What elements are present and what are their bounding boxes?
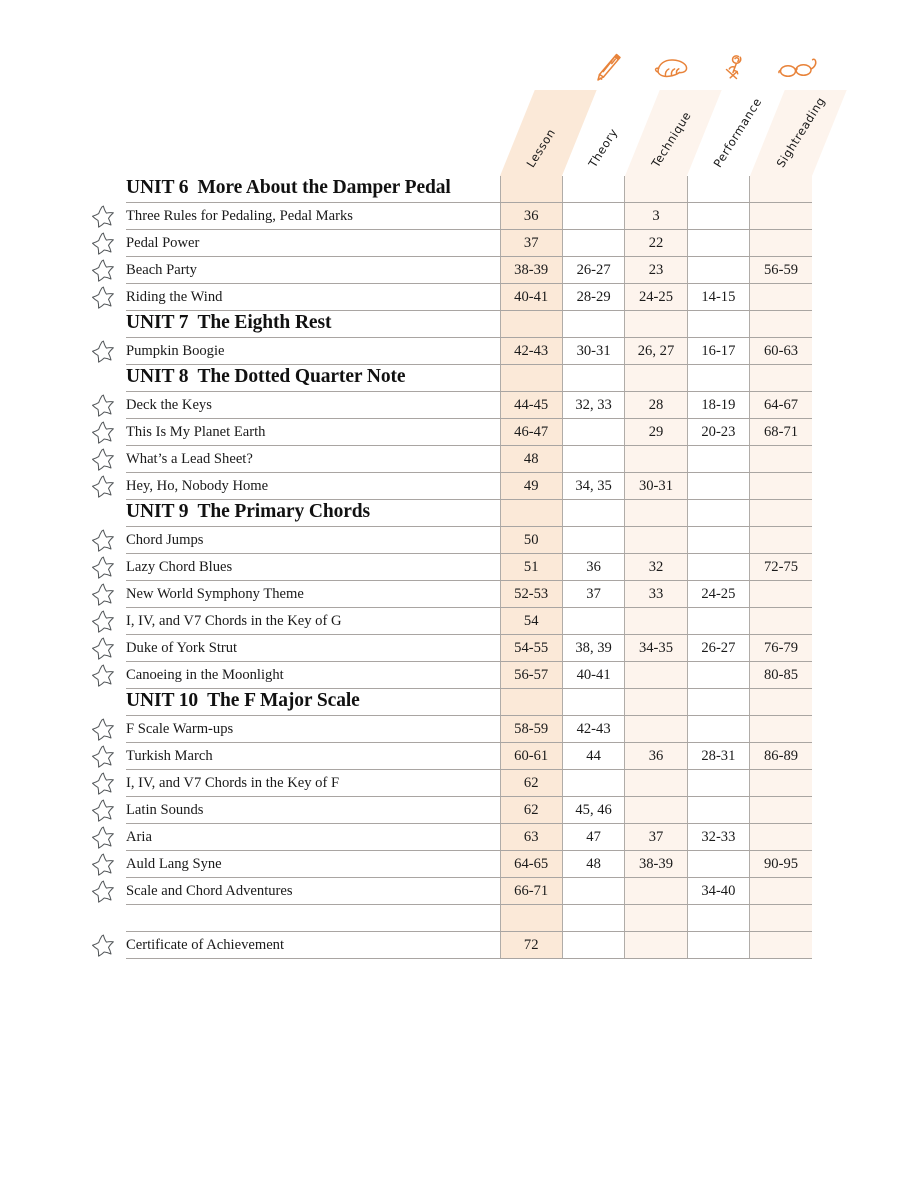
unit-number: UNIT 8: [126, 365, 189, 387]
cell-theory: 26-27: [562, 257, 624, 284]
cell-sightreading: [750, 581, 812, 608]
cell-lesson: 60-61: [500, 743, 562, 770]
star-icon: [91, 717, 115, 741]
cell-performance: [687, 257, 749, 284]
cell-band-sightreading: [750, 311, 812, 338]
star-icon: [91, 879, 115, 903]
cell-sightreading: 76-79: [750, 635, 812, 662]
cell-sightreading: [750, 230, 812, 257]
unit-title: The Primary Chords: [197, 500, 371, 522]
cell-theory: 47: [562, 824, 624, 851]
cell-band-theory: [562, 311, 624, 338]
rose-icon: [714, 50, 754, 84]
cell-lesson: 36: [500, 203, 562, 230]
piece-title: I, IV, and V7 Chords in the Key of G: [126, 608, 500, 635]
star-icon: [91, 393, 115, 417]
table-row: [126, 554, 812, 581]
piece-title: Duke of York Strut: [126, 635, 500, 662]
cell-band-performance: [687, 311, 749, 338]
cell-band-technique: [625, 500, 687, 527]
table-row: [126, 527, 812, 554]
piece-title: Beach Party: [126, 257, 500, 284]
star-icon: [91, 852, 115, 876]
cell-band-lesson: [500, 689, 562, 716]
cell-band-sightreading: [750, 905, 812, 932]
cell-performance: [687, 716, 749, 743]
cell-technique: [625, 878, 687, 905]
cell-performance: 32-33: [687, 824, 749, 851]
unit-number: UNIT 6: [126, 176, 189, 198]
cell-performance: [687, 608, 749, 635]
column-header-label-lesson: Lesson: [523, 125, 559, 170]
table-row: [126, 824, 812, 851]
cell-technique: 23: [625, 257, 687, 284]
star-icon: [91, 744, 115, 768]
table-row: [126, 419, 812, 446]
cell-technique: 37: [625, 824, 687, 851]
cell-technique: [625, 932, 687, 959]
cell-performance: [687, 230, 749, 257]
piece-title: Turkish March: [126, 743, 500, 770]
piece-title: Pedal Power: [126, 230, 500, 257]
cell-band-technique: [625, 905, 687, 932]
cell-band-lesson: [500, 905, 562, 932]
cell-lesson: 48: [500, 446, 562, 473]
cell-theory: 34, 35: [562, 473, 624, 500]
cell-performance: 28-31: [687, 743, 749, 770]
unit-heading: [126, 500, 500, 527]
cell-theory: 38, 39: [562, 635, 624, 662]
cell-band-sightreading: [750, 176, 812, 203]
unit-title: The Dotted Quarter Note: [197, 365, 406, 387]
unit-title: More About the Damper Pedal: [197, 176, 451, 198]
unit-title: The F Major Scale: [207, 689, 360, 711]
cell-performance: 20-23: [687, 419, 749, 446]
column-header-label-technique: Technique: [648, 108, 694, 170]
cell-sightreading: 90-95: [750, 851, 812, 878]
star-icon: [91, 474, 115, 498]
cell-technique: 36: [625, 743, 687, 770]
cell-performance: [687, 797, 749, 824]
piece-title: Chord Jumps: [126, 527, 500, 554]
piece-title: This Is My Planet Earth: [126, 419, 500, 446]
contents-table: [126, 176, 812, 959]
star-icon: [91, 285, 115, 309]
cell-sightreading: 72-75: [750, 554, 812, 581]
piece-title: Scale and Chord Adventures: [126, 878, 500, 905]
cell-technique: 38-39: [625, 851, 687, 878]
piece-title: Latin Sounds: [126, 797, 500, 824]
cell-technique: 32: [625, 554, 687, 581]
cell-sightreading: [750, 716, 812, 743]
table-row: [126, 230, 812, 257]
cell-theory: [562, 878, 624, 905]
cell-band-theory: [562, 365, 624, 392]
cell-technique: [625, 770, 687, 797]
unit-title: The Eighth Rest: [197, 311, 332, 333]
cell-technique: [625, 446, 687, 473]
piece-title: Deck the Keys: [126, 392, 500, 419]
cell-theory: [562, 608, 624, 635]
cell-lesson: 51: [500, 554, 562, 581]
cell-theory: 44: [562, 743, 624, 770]
cell-lesson: 49: [500, 473, 562, 500]
unit-heading: [126, 311, 500, 338]
cell-lesson: 40-41: [500, 284, 562, 311]
cell-performance: [687, 554, 749, 581]
cell-band-sightreading: [750, 689, 812, 716]
cell-band-lesson: [500, 500, 562, 527]
cell-sightreading: [750, 932, 812, 959]
table-row: [126, 581, 812, 608]
cell-lesson: 58-59: [500, 716, 562, 743]
unit-heading-row: [126, 689, 812, 716]
star-icon: [91, 636, 115, 660]
cell-technique: 22: [625, 230, 687, 257]
cell-theory: [562, 419, 624, 446]
unit-number: UNIT 10: [126, 689, 199, 711]
hand-icon: [652, 50, 692, 84]
star-icon: [91, 447, 115, 471]
cell-technique: 29: [625, 419, 687, 446]
cell-theory: [562, 770, 624, 797]
cell-sightreading: [750, 527, 812, 554]
table-row: [126, 743, 812, 770]
cell-sightreading: 86-89: [750, 743, 812, 770]
cell-technique: [625, 527, 687, 554]
contents-table-body: [126, 176, 812, 959]
cell-lesson: 50: [500, 527, 562, 554]
cell-performance: 26-27: [687, 635, 749, 662]
star-icon: [91, 528, 115, 552]
star-icon: [91, 771, 115, 795]
unit-heading: [126, 176, 500, 203]
cell-band-performance: [687, 905, 749, 932]
spacer-row: [126, 905, 812, 932]
cell-lesson: 72: [500, 932, 562, 959]
cell-band-technique: [625, 311, 687, 338]
eyeglasses-icon: [777, 50, 817, 84]
cell-lesson: 38-39: [500, 257, 562, 284]
unit-number: UNIT 7: [126, 311, 189, 333]
cell-performance: 24-25: [687, 581, 749, 608]
cell-sightreading: 56-59: [750, 257, 812, 284]
cell-technique: [625, 716, 687, 743]
star-icon: [91, 258, 115, 282]
star-icon: [91, 798, 115, 822]
unit-number: UNIT 9: [126, 500, 189, 522]
column-header-label-performance: Performance: [710, 95, 765, 170]
cell-lesson: 44-45: [500, 392, 562, 419]
star-icon: [91, 663, 115, 687]
piece-title: Lazy Chord Blues: [126, 554, 500, 581]
table-row: [126, 932, 812, 959]
cell-band-sightreading: [750, 365, 812, 392]
cell-theory: 45, 46: [562, 797, 624, 824]
star-icon: [91, 582, 115, 606]
cell-band-performance: [687, 689, 749, 716]
piece-title: New World Symphony Theme: [126, 581, 500, 608]
cell-technique: 24-25: [625, 284, 687, 311]
unit-heading-row: [126, 176, 812, 203]
star-icon: [91, 555, 115, 579]
cell-band-performance: [687, 365, 749, 392]
cell-sightreading: 60-63: [750, 338, 812, 365]
unit-heading-row: [126, 500, 812, 527]
column-header-label-theory: Theory: [585, 125, 621, 170]
cell-theory: [562, 203, 624, 230]
cell-band-technique: [625, 689, 687, 716]
star-icon: [91, 204, 115, 228]
cell-band-theory: [562, 689, 624, 716]
cell-band-lesson: [500, 176, 562, 203]
cell-lesson: 42-43: [500, 338, 562, 365]
piece-title: Canoeing in the Moonlight: [126, 662, 500, 689]
piece-title: Certificate of Achievement: [126, 932, 500, 959]
piece-title: F Scale Warm-ups: [126, 716, 500, 743]
cell-lesson: 46-47: [500, 419, 562, 446]
spacer-cell: [126, 905, 500, 932]
cell-theory: 28-29: [562, 284, 624, 311]
cell-lesson: 37: [500, 230, 562, 257]
cell-technique: [625, 608, 687, 635]
cell-performance: [687, 527, 749, 554]
cell-performance: [687, 851, 749, 878]
cell-theory: 48: [562, 851, 624, 878]
cell-sightreading: [750, 824, 812, 851]
unit-heading: [126, 365, 500, 392]
cell-band-technique: [625, 365, 687, 392]
cell-band-sightreading: [750, 500, 812, 527]
cell-band-performance: [687, 500, 749, 527]
cell-technique: 30-31: [625, 473, 687, 500]
cell-sightreading: [750, 878, 812, 905]
cell-theory: 32, 33: [562, 392, 624, 419]
cell-theory: [562, 527, 624, 554]
piece-title: Hey, Ho, Nobody Home: [126, 473, 500, 500]
cell-technique: 28: [625, 392, 687, 419]
table-row: [126, 662, 812, 689]
table-row: [126, 473, 812, 500]
star-icon: [91, 420, 115, 444]
table-row: [126, 392, 812, 419]
cell-theory: [562, 446, 624, 473]
cell-technique: 33: [625, 581, 687, 608]
star-icon: [91, 339, 115, 363]
table-row: [126, 878, 812, 905]
unit-heading: [126, 689, 500, 716]
star-icon: [91, 231, 115, 255]
cell-sightreading: [750, 770, 812, 797]
pencil-icon: [589, 50, 629, 84]
cell-theory: 37: [562, 581, 624, 608]
table-row: [126, 770, 812, 797]
cell-sightreading: [750, 797, 812, 824]
cell-sightreading: [750, 473, 812, 500]
column-header-label-sightreading: Sightreading: [773, 94, 828, 170]
cell-performance: [687, 662, 749, 689]
cell-theory: 36: [562, 554, 624, 581]
cell-technique: 34-35: [625, 635, 687, 662]
unit-heading-row: [126, 311, 812, 338]
cell-band-lesson: [500, 365, 562, 392]
cell-theory: 42-43: [562, 716, 624, 743]
table-row: [126, 851, 812, 878]
cell-lesson: 54: [500, 608, 562, 635]
cell-technique: 26, 27: [625, 338, 687, 365]
cell-lesson: 66-71: [500, 878, 562, 905]
cell-performance: 14-15: [687, 284, 749, 311]
table-row: [126, 203, 812, 230]
cell-sightreading: 64-67: [750, 392, 812, 419]
cell-performance: 34-40: [687, 878, 749, 905]
table-row: [126, 284, 812, 311]
cell-lesson: 62: [500, 770, 562, 797]
cell-sightreading: [750, 446, 812, 473]
cell-theory: [562, 932, 624, 959]
table-row: [126, 635, 812, 662]
column-headers: [0, 0, 900, 176]
cell-technique: [625, 797, 687, 824]
cell-sightreading: [750, 608, 812, 635]
cell-performance: [687, 446, 749, 473]
cell-lesson: 63: [500, 824, 562, 851]
piece-title: Three Rules for Pedaling, Pedal Marks: [126, 203, 500, 230]
cell-technique: [625, 662, 687, 689]
table-row: [126, 608, 812, 635]
cell-technique: 3: [625, 203, 687, 230]
piece-title: Auld Lang Syne: [126, 851, 500, 878]
cell-performance: [687, 770, 749, 797]
cell-lesson: 64-65: [500, 851, 562, 878]
star-icon: [91, 933, 115, 957]
star-icon: [91, 609, 115, 633]
cell-performance: 18-19: [687, 392, 749, 419]
cell-lesson: 52-53: [500, 581, 562, 608]
cell-performance: [687, 932, 749, 959]
cell-band-performance: [687, 176, 749, 203]
piece-title: Riding the Wind: [126, 284, 500, 311]
piece-title: I, IV, and V7 Chords in the Key of F: [126, 770, 500, 797]
cell-lesson: 54-55: [500, 635, 562, 662]
table-row: [126, 716, 812, 743]
cell-lesson: 56-57: [500, 662, 562, 689]
cell-theory: 30-31: [562, 338, 624, 365]
unit-heading-row: [126, 365, 812, 392]
cell-band-theory: [562, 176, 624, 203]
cell-sightreading: [750, 203, 812, 230]
cell-performance: [687, 203, 749, 230]
cell-performance: [687, 473, 749, 500]
table-row: [126, 257, 812, 284]
cell-sightreading: [750, 284, 812, 311]
star-icon: [91, 825, 115, 849]
cell-band-theory: [562, 500, 624, 527]
piece-title: Aria: [126, 824, 500, 851]
cell-sightreading: 80-85: [750, 662, 812, 689]
piece-title: Pumpkin Boogie: [126, 338, 500, 365]
cell-band-technique: [625, 176, 687, 203]
cell-lesson: 62: [500, 797, 562, 824]
cell-sightreading: 68-71: [750, 419, 812, 446]
cell-performance: 16-17: [687, 338, 749, 365]
cell-theory: [562, 230, 624, 257]
cell-band-theory: [562, 905, 624, 932]
piece-title: What’s a Lead Sheet?: [126, 446, 500, 473]
table-row: [126, 797, 812, 824]
cell-theory: 40-41: [562, 662, 624, 689]
table-row: [126, 338, 812, 365]
table-row: [126, 446, 812, 473]
cell-band-lesson: [500, 311, 562, 338]
